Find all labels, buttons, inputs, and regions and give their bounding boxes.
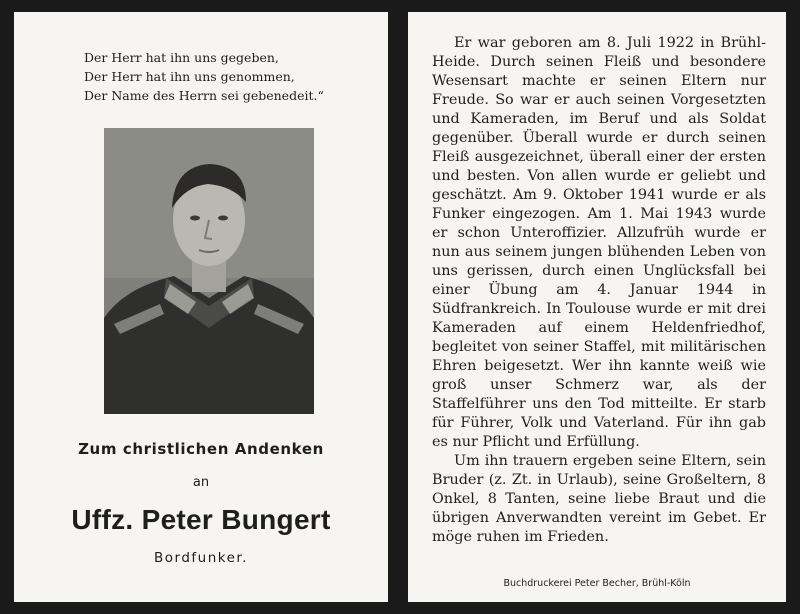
biography-paragraph-1: Er war geboren am 8. Juli 1922 in Brühl-Heide. Durch seinen Fleiß und besondere Wesensart machte er seinen Eltern nur Freude. So war er auch seinen Vorgesetzten und Kameraden, im Beruf und als Soldat gegenüber. Überall wurde er durch seinen Fleiß ausgezeichnet, überall einer der ersten und besten. Von allen wurde er geliebt und geschätzt. Am 9. Oktober 1941 wurde er als Funker eingezogen. Am 1. Mai 1943 wurde er schon Unteroffizier. Allzufrüh wurde er nun aus seinem jungen blühenden Leben von uns gerissen, durch einen Unglücksfall bei einer Übung am 4. Januar 1944 in Südfrankreich. In Toulouse wurde er mit drei Kameraden auf einem Heldenfriedhof, begleitet von seiner Staffel, mit militärischen Ehren beigesetzt. Wer ihn kannte weiß wie groß unser Schmerz war, als der Staffelführer uns den Tod mitteilte. Er starb für Führer, Volk und Vaterland. Für ihn gab es nur Pflicht und Erfüllung.	[432, 35, 766, 450]
left-card-panel	[14, 12, 388, 602]
portrait-photo	[104, 128, 314, 414]
right-card-panel	[408, 12, 786, 602]
quote-line-1: Der Herr hat ihn uns gegeben,	[84, 50, 279, 65]
quote-line-2: Der Herr hat ihn uns genommen,	[84, 69, 295, 84]
biography-text	[432, 34, 766, 547]
soldier-portrait-image	[104, 128, 314, 414]
bible-quote	[84, 48, 324, 105]
deceased-rank: Bordfunker.	[153, 550, 248, 566]
remembrance-heading: Zum christlichen Andenken	[78, 440, 324, 458]
deceased-name: Uffz. Peter Bungert	[71, 504, 331, 535]
quote-line-3: Der Name des Herrn sei gebenedeit.“	[84, 88, 324, 103]
printer-credit: Buchdruckerei Peter Becher, Brühl-Köln	[503, 578, 691, 589]
preposition-an: an	[192, 475, 210, 490]
mourners-paragraph: Um ihn trauern ergeben seine Eltern, sein Bruder (z. Zt. in Urlaub), seine Großeltern, 8 Onkel, 8 Tanten, seine liebe Braut und die übrigen Anverwandten vereint im Gebet. Er möge ruhen im Frieden.	[432, 453, 766, 545]
